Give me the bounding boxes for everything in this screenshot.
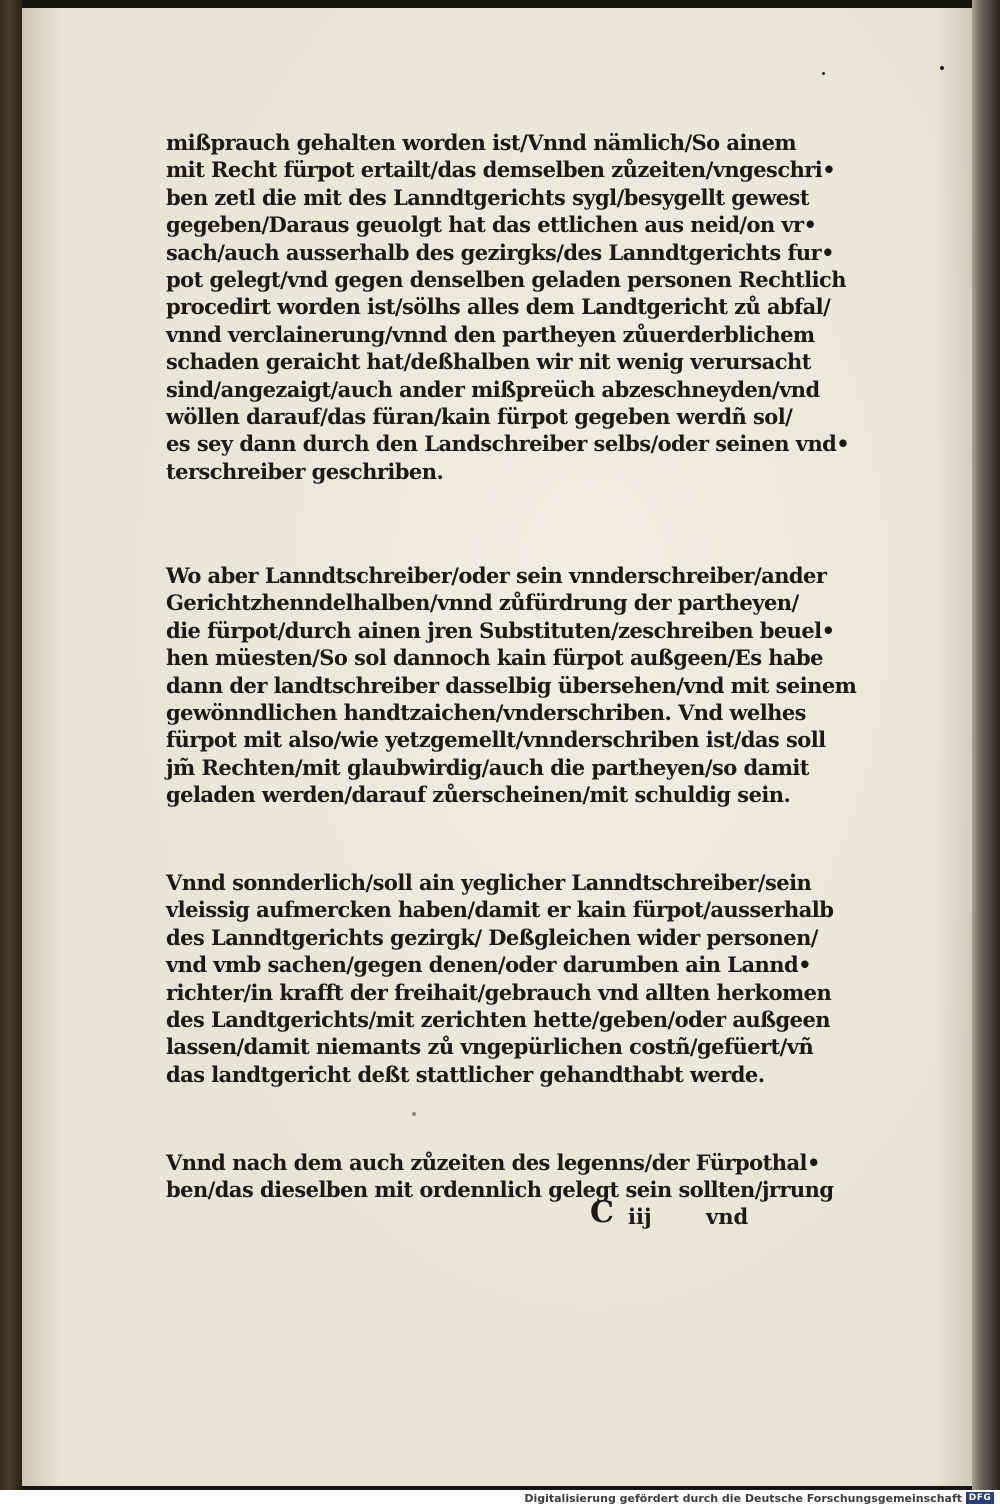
text-line: vleissig aufmercken haben/damit er kain fürpot/ausserhalb: [166, 897, 834, 923]
text-line: hen müesten/So sol dannoch kain fürpot außgeen/Es habe: [166, 645, 823, 671]
text-line: Vnnd nach dem auch zůzeiten des legenns/der Fürpothal•: [166, 1150, 820, 1175]
signature-number: iij: [628, 1204, 652, 1229]
text-line: schaden geraicht hat/deßhalben wir nit wenig verursacht: [166, 349, 811, 375]
page-speck: [412, 1112, 416, 1116]
paragraph-4: [166, 1149, 834, 1204]
text-line: sach/auch ausserhalb des gezirgks/des Lanndtgerichts fur•: [166, 239, 834, 265]
paragraph-3: [166, 869, 834, 1088]
paragraph-1: [166, 129, 850, 485]
text-line: Wo aber Lanndtschreiber/oder sein vnnderschreiber/ander: [166, 563, 827, 588]
text-line: terschreiber geschriben.: [166, 458, 444, 484]
page-speck: [822, 72, 825, 75]
text-line: gewönndlichen handtzaichen/vnderschriben. Vnd welhes: [166, 700, 806, 726]
text-line: jm̃ Rechten/mit glaubwirdig/auch die partheyen/so damit: [166, 754, 809, 780]
text-line: mißprauch gehalten worden ist/Vnnd nämlich/So ainem: [166, 130, 797, 155]
text-line: dann der landtschreiber dasselbig übersehen/vnd mit seinem: [166, 672, 857, 698]
dfg-logo: DFG: [966, 1492, 994, 1504]
catchword: vnd: [706, 1204, 749, 1229]
text-line: wöllen darauf/das füran/kain fürpot gegeben werdñ sol/: [166, 404, 793, 430]
text-line: ben zetl die mit des Lanndtgerichts sygl/besygellt gewest: [166, 184, 809, 210]
text-line: pot gelegt/vnd gegen denselben geladen personen Rechtlich: [166, 267, 846, 293]
text-line: vnnd verclainerung/vnnd den partheyen zůuerderblichem: [166, 321, 815, 347]
text-line: vnd vmb sachen/gegen denen/oder darumben ain Lannd•: [166, 952, 811, 978]
book-spine-edge: [0, 0, 22, 1490]
text-line: mit Recht fürpot ertailt/das demselben zůzeiten/vngeschri•: [166, 157, 836, 183]
text-line: ben/das dieselben mit ordennlich gelegt sein sollten/jrrung: [166, 1177, 834, 1203]
text-line: Gerichtzhenndelhalben/vnnd zůfürdrung der partheyen/: [166, 590, 799, 616]
text-line: des Landtgerichts/mit zerichten hette/geben/oder außgeen: [166, 1007, 830, 1033]
page-speck: [940, 66, 944, 70]
text-line: richter/in krafft der freihait/gebrauch vnd allten herkomen: [166, 979, 832, 1005]
text-line: gegeben/Daraus geuolgt hat das ettlichen aus neid/on vr•: [166, 212, 817, 238]
page-fore-edge: [972, 0, 1000, 1490]
text-line: lassen/damit niemants zů vngepürlichen costñ/gefüert/vñ: [166, 1034, 814, 1060]
text-line: geladen werden/darauf zůerscheinen/mit schuldig sein.: [166, 782, 791, 808]
paragraph-2: [166, 562, 857, 809]
text-line: die fürpot/durch ainen jren Substituten/zeschreiben beuel•: [166, 617, 835, 643]
signature-letter: C: [590, 1195, 614, 1230]
text-line: das landtgericht deßt stattlicher gehandthabt werde.: [166, 1061, 765, 1087]
text-line: sind/angezaigt/auch ander mißpreüch abzeschneyden/vnd: [166, 376, 820, 402]
funding-credit: Digitalisierung gefördert durch die Deutsche Forschungsgemeinschaft: [524, 1492, 962, 1505]
text-line: Vnnd sonnderlich/soll ain yeglicher Lanndtschreiber/sein: [166, 870, 812, 895]
text-line: fürpot mit also/wie yetzgemellt/vnnderschriben ist/das soll: [166, 727, 826, 753]
text-line: procedirt worden ist/sölhs alles dem Landtgericht zů abfal/: [166, 294, 831, 320]
text-line: des Lanndtgerichts gezirgk/ Deßgleichen wider personen/: [166, 924, 818, 950]
text-line: es sey dann durch den Landschreiber selbs/oder seinen vnd•: [166, 431, 850, 457]
